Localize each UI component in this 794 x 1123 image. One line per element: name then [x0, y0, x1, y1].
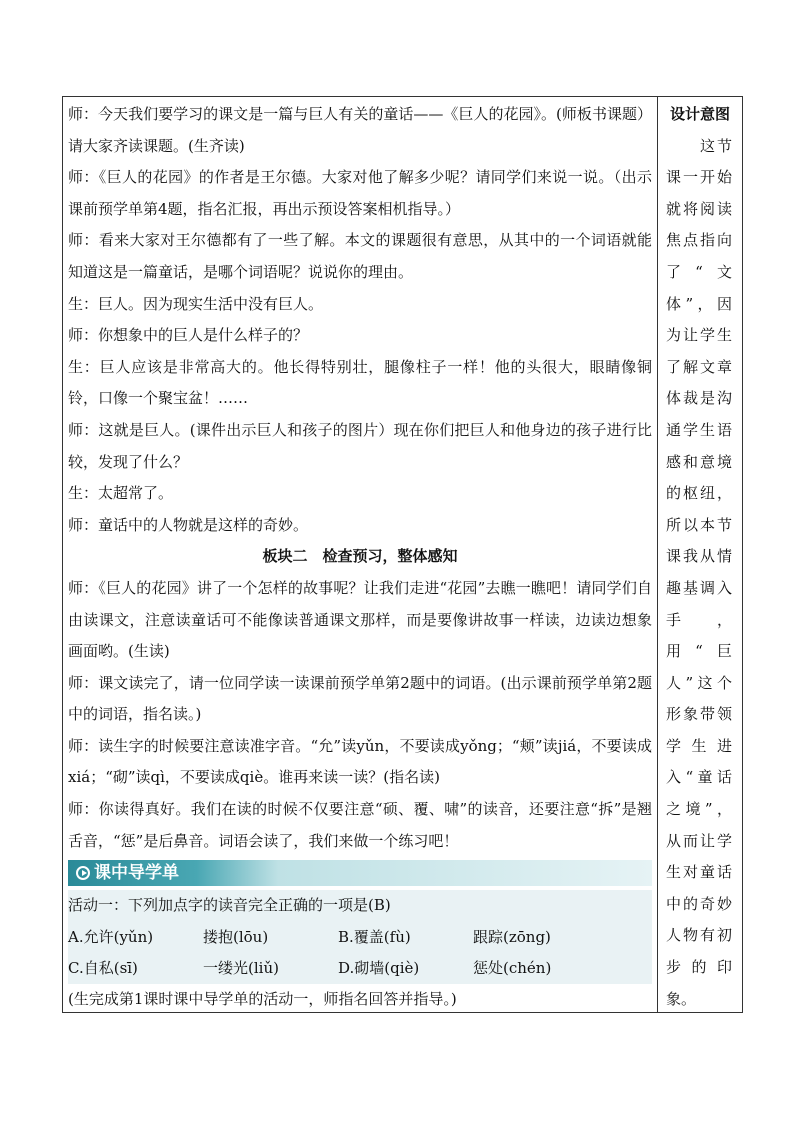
design-intent-title: 设计意图: [669, 105, 730, 123]
banner-label: 课中导学单: [94, 863, 179, 884]
option-item: D.砌墙(qiè): [338, 958, 420, 977]
paragraph: 生：太超常了。: [68, 484, 174, 503]
paragraph: 师：你想象中的巨人是什么样子的？: [68, 326, 309, 345]
design-intent-column: [660, 99, 740, 1015]
paragraph: 师：这就是巨人。(课件出示巨人和孩子的图片）现在你们把巨人和他身边的孩子进行比较，发现了什么？: [68, 420, 652, 471]
activity-options-row: [68, 953, 652, 984]
paragraph: 师：今天我们要学习的课文是一篇与巨人有关的童话——《巨人的花园》。(师板书课题）请大家齐读课题。(生齐读): [68, 105, 652, 155]
option-item: B.覆盖(fù): [338, 927, 411, 946]
paragraph: 师：《巨人的花园》讲了一个怎样的故事呢？让我们走进“花园”去瞧一瞧吧！请同学们自由读课文，注意读童话可不能像读普通课文那样，而是要像讲故事一样读，边读边想象画面哟。(生读): [68, 578, 652, 661]
activity-prompt: 活动一：下列加点字的读音完全正确的一项是(B): [68, 896, 391, 915]
guide-banner: [68, 860, 652, 886]
activity-options-row: [68, 922, 652, 953]
activity-box: [68, 890, 652, 984]
option-item: C.自私(sī): [68, 958, 138, 977]
option-item: 一缕光(liǔ): [203, 958, 279, 977]
play-circle-icon: [76, 866, 90, 880]
section-heading: 板块二 检查预习，整体感知: [262, 547, 458, 566]
closing-note: (生完成第1课时课中导学单的活动一，师指名回答并指导。): [68, 989, 457, 1008]
option-item: 跟踪(zōng): [473, 927, 551, 946]
paragraph: 生：巨人应该是非常高大的。他长得特别壮，腿像柱子一样！他的头很大，眼睛像铜铃，口像一个聚宝盆！……: [68, 357, 652, 408]
paragraph: 生：巨人。因为现实生活中没有巨人。: [68, 294, 324, 313]
paragraph: 师：《巨人的花园》的作者是王尔德。大家对他了解多少呢？请同学们来说一说。（出示课前预学单第4题，指名汇报，再出示预设答案相机指导。）: [68, 168, 652, 218]
option-item: 搂抱(lōu): [203, 927, 269, 946]
paragraph: 师：你读得真好。我们在读的时候不仅要注意“硕、覆、啸”的读音，还要注意“拆”是翘舌音，“惩”是后鼻音。词语会读了，我们来做一个练习吧！: [68, 800, 652, 850]
paragraph: 师：课文读完了，请一位同学读一读课前预学单第2题中的词语。(出示课前预学单第2题中的词语，指名读。): [68, 673, 652, 724]
option-item: A.允许(yǔn): [68, 927, 154, 946]
lesson-content: [68, 99, 652, 1015]
paragraph: 师：看来大家对王尔德都有了一些了解。本文的课题很有意思，从其中的一个词语就能知道这是一篇童话，是哪个词语呢？说说你的理由。: [68, 231, 652, 281]
design-intent-body: 这节课一开始就将阅读焦点指向了“文体”，因为让学生了解文章体裁是沟通学生语感和意境的枢纽，所以本节课我从情趣基调入手，用“巨人”这个形象带领学生进入“童话之境”，从而让学生对童话中的奇妙人物有初步的印象。: [666, 136, 732, 1008]
banner-label-wrap: [76, 860, 179, 886]
column-divider: [657, 96, 658, 1013]
paragraph: 师：童话中的人物就是这样的奇妙。: [68, 515, 309, 534]
option-item: 惩处(chén): [473, 958, 552, 977]
paragraph: 师：读生字的时候要注意读准字音。“允”读yǔn，不要读成yǒng；“颊”读jiá，不要读成xiá；“砌”读qì，不要读成qiè。谁再来读一读？(指名读): [68, 736, 652, 787]
